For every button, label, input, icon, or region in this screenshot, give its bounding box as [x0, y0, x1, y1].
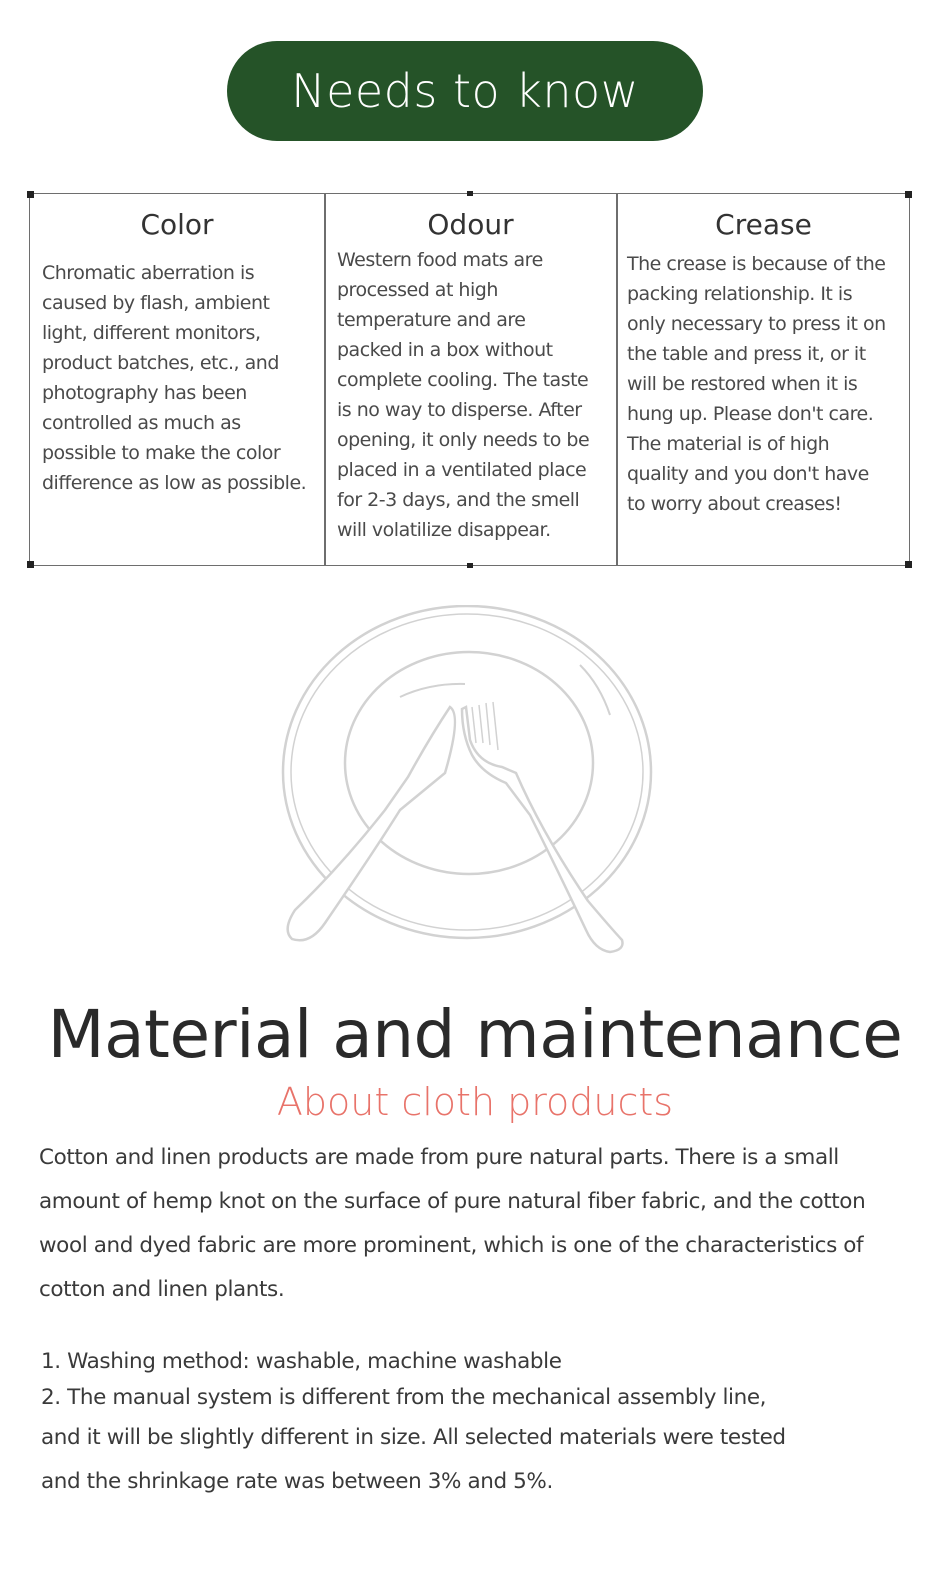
column-text [627, 249, 886, 519]
text-line: product batches, etc., and [42, 352, 279, 374]
paragraph-line: amount of hemp knot on the surface of pure natural fiber fabric, and the cotton [39, 1189, 866, 1214]
text-line: processed at high [337, 279, 498, 301]
text-line: placed in a ventilated place [337, 459, 587, 481]
text-line: will volatilize disappear. [337, 519, 551, 541]
list-item: and the shrinkage rate was between 3% and 5%. [41, 1469, 553, 1494]
text-line: the table and press it, or it [627, 343, 866, 365]
text-line: packing relationship. It is [627, 283, 853, 305]
text-line: Chromatic aberration is [42, 262, 255, 284]
column-title: Color [140, 208, 214, 241]
paragraph-line: wool and dyed fabric are more prominent, which is one of the characteristics of [39, 1233, 864, 1258]
text-line: temperature and are [337, 309, 526, 331]
text-line: difference as low as possible. [42, 472, 307, 494]
paragraph-line: cotton and linen plants. [39, 1277, 285, 1302]
column-text [42, 258, 306, 498]
text-line: to worry about creases! [627, 493, 842, 515]
badge-label: Needs to know [291, 64, 639, 118]
text-line: Western food mats are [337, 249, 543, 271]
list-item: and it will be slightly different in size. All selected materials were tested [41, 1425, 786, 1450]
list-item: 2. The manual system is different from the mechanical assembly line, [41, 1385, 767, 1410]
text-line: controlled as much as [42, 412, 241, 434]
text-line: The material is of high [627, 433, 830, 455]
text-line: is no way to disperse. After [337, 399, 582, 421]
odour-column [325, 194, 616, 565]
text-line: quality and you don't have [627, 463, 869, 485]
material-subtitle: About cloth products [276, 1080, 674, 1124]
text-line: light, different monitors, [42, 322, 261, 344]
plate-knife-fork-icon [280, 605, 660, 955]
care-list [41, 1344, 901, 1504]
text-line: complete cooling. The taste [337, 369, 589, 391]
text-line: possible to make the color [42, 442, 281, 464]
material-title: Material and maintenance [47, 996, 903, 1073]
paragraph-line: Cotton and linen products are made from pure natural parts. There is a small [39, 1145, 839, 1170]
text-line: caused by flash, ambient [42, 292, 270, 314]
crease-column [617, 194, 910, 565]
text-line: photography has been [42, 382, 247, 404]
text-line: only necessary to press it on [627, 313, 886, 335]
text-line: for 2-3 days, and the smell [337, 489, 580, 511]
column-text [337, 245, 589, 545]
notice-table [29, 193, 910, 566]
column-title: Crease [715, 208, 812, 241]
needs-to-know-badge [227, 41, 703, 141]
color-column [30, 194, 324, 565]
list-item: 1. Washing method: washable, machine washable [41, 1349, 562, 1374]
column-title: Odour [427, 208, 514, 241]
text-line: opening, it only needs to be [337, 429, 590, 451]
text-line: The crease is because of the [627, 253, 886, 275]
text-line: will be restored when it is [627, 373, 858, 395]
text-line: packed in a box without [337, 339, 553, 361]
text-line: hung up. Please don't care. [627, 403, 874, 425]
material-paragraph [39, 1136, 909, 1312]
